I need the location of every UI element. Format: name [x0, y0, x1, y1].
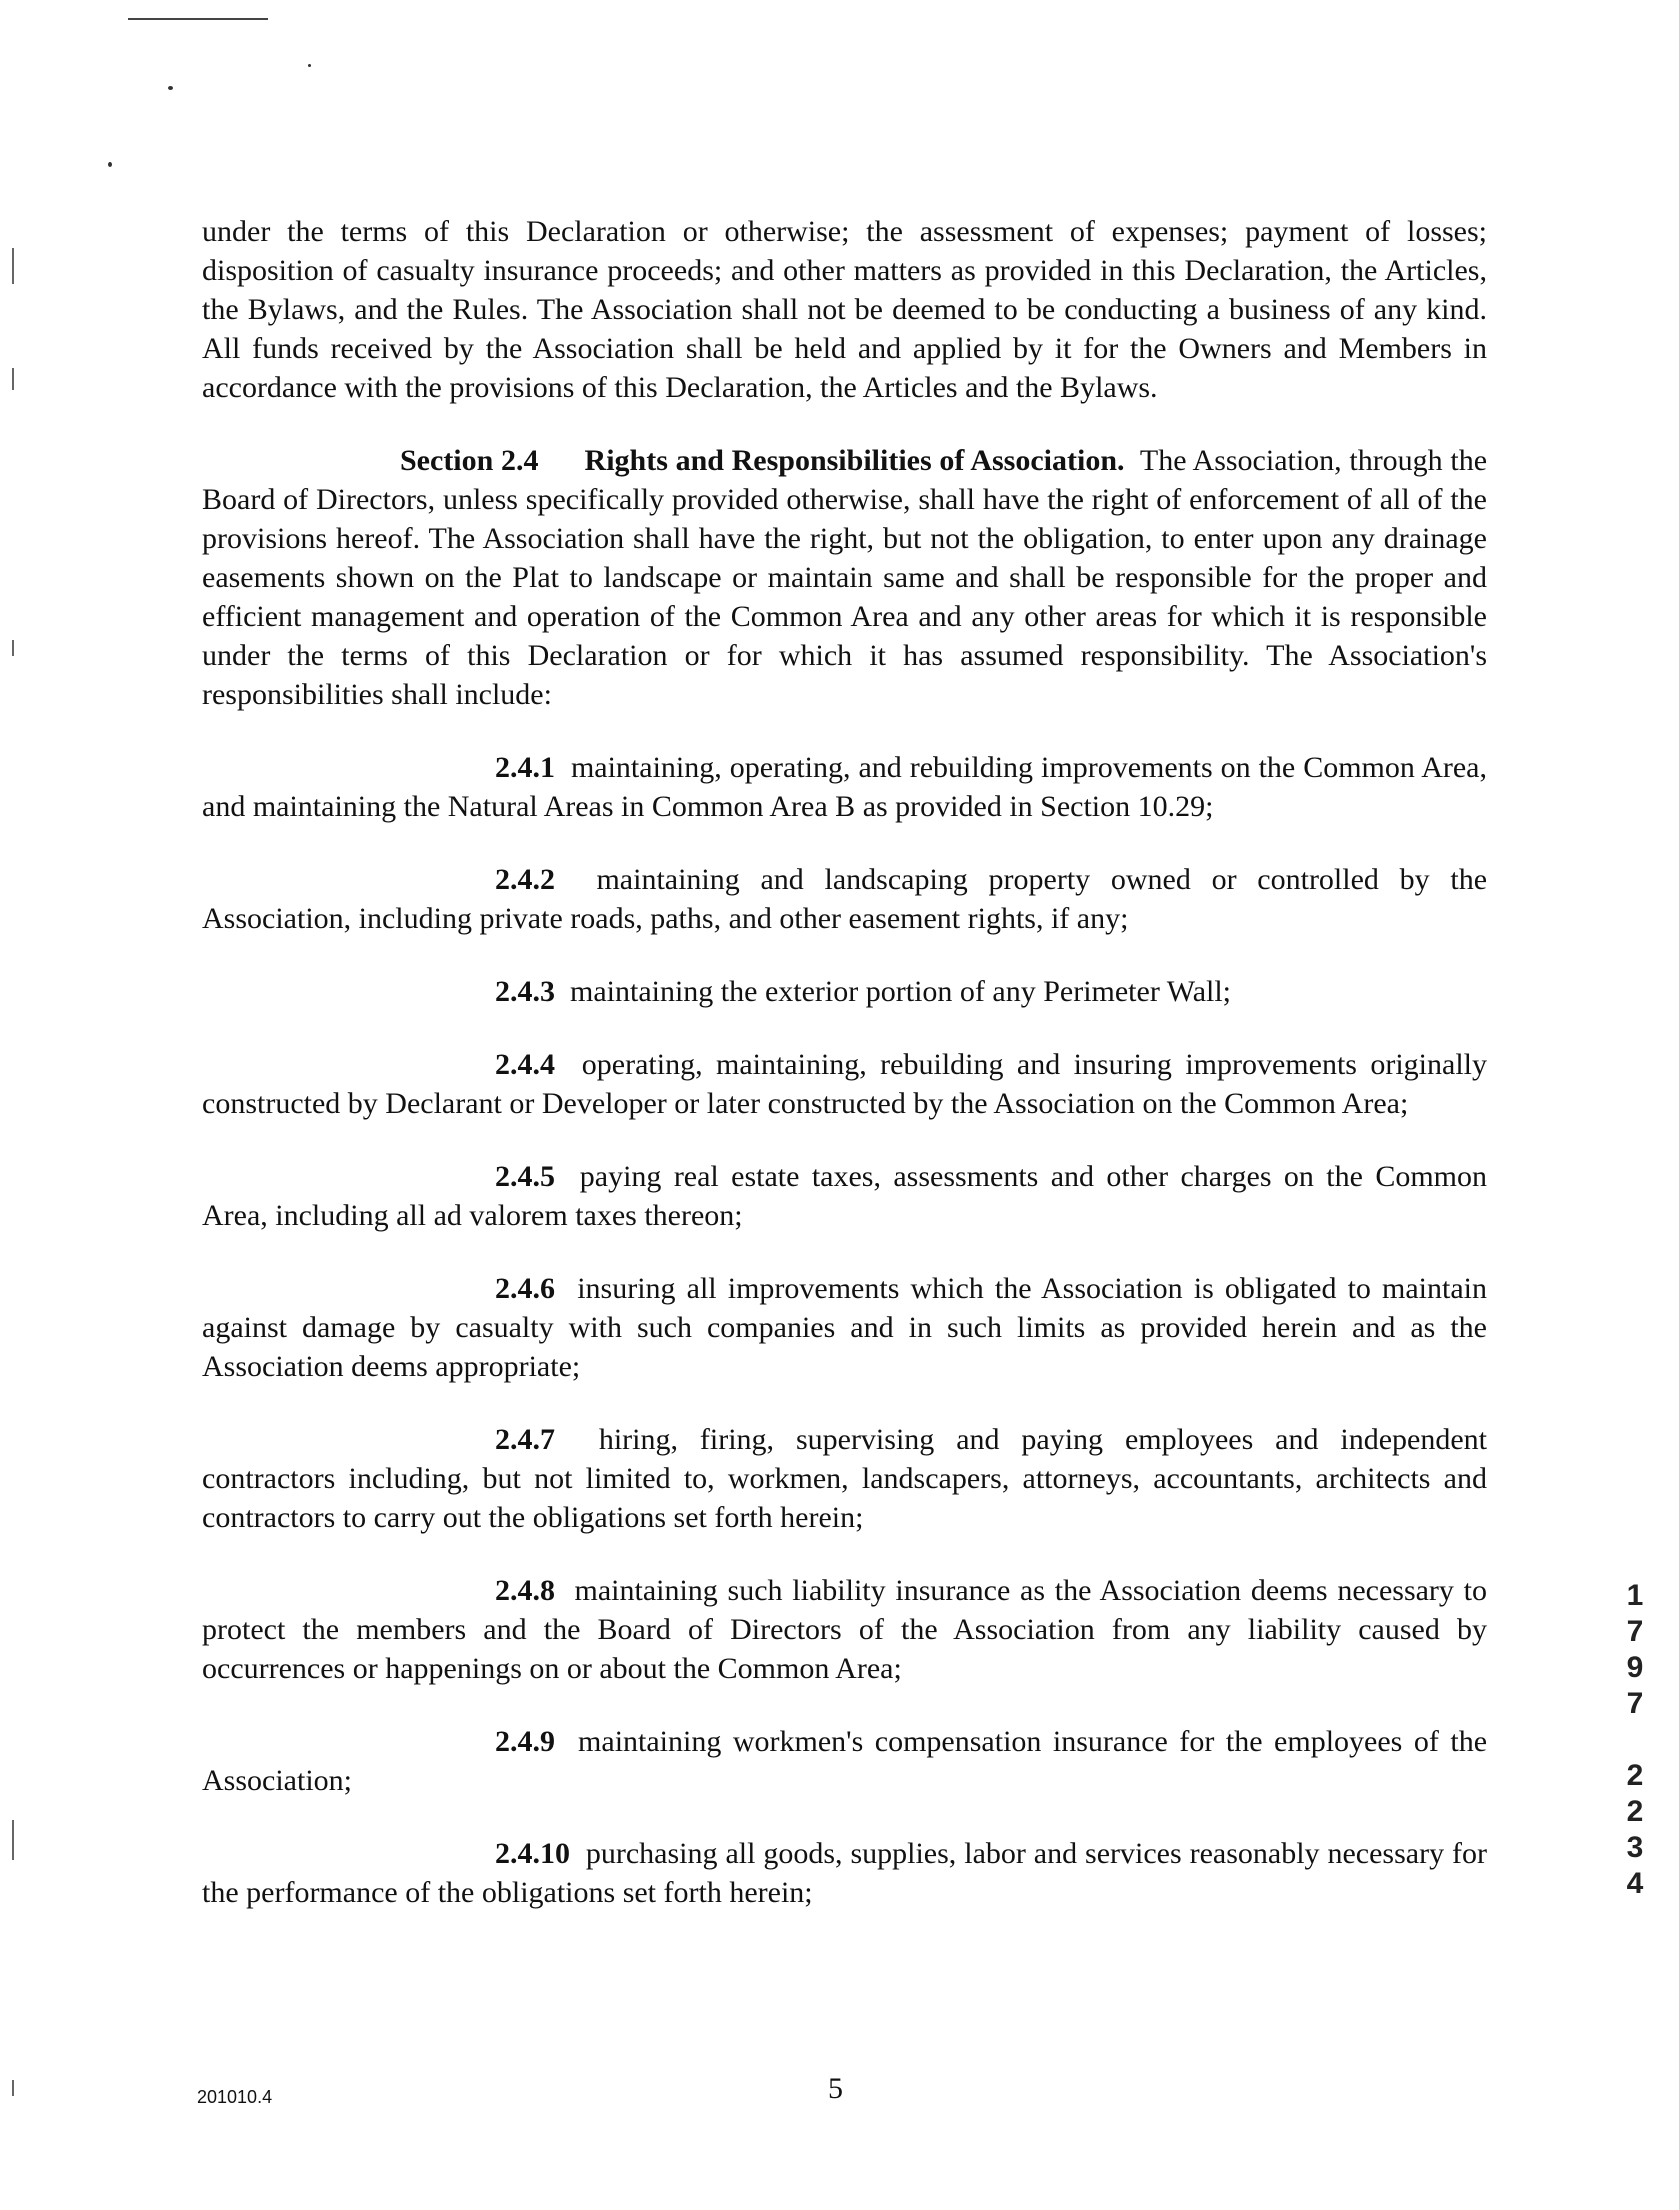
item-number: 2.4.4	[495, 1048, 555, 1081]
margin-mark	[12, 2080, 14, 2096]
scan-speck	[108, 162, 112, 167]
list-item	[202, 748, 1487, 826]
stamp-digit: 9	[1626, 1651, 1644, 1684]
stamp-digit: 1	[1626, 1579, 1644, 1612]
item-number: 2.4.7	[495, 1423, 555, 1456]
section-title: Rights and Responsibilities of Association.	[584, 444, 1125, 477]
scan-speck	[168, 86, 173, 90]
item-number: 2.4.3	[495, 975, 555, 1008]
intro-paragraph: under the terms of this Declaration or otherwise; the assessment of expenses; payment of losses; disposition of casualty insurance proceeds; and other matters as provided in this Declaration, the Articles, the Bylaws, and the Rules. The Association shall not be deemed to be conducting a business of any kind. All funds received by the Association shall be held and applied by it for the Owners and Members in accordance with the provisions of this Declaration, the Articles and the Bylaws.	[202, 215, 1487, 404]
stamp-digit: 2	[1626, 1795, 1644, 1828]
scan-speck	[308, 64, 311, 67]
section-number: Section 2.4	[400, 444, 539, 477]
item-number: 2.4.2	[495, 863, 555, 896]
item-number: 2.4.1	[495, 751, 555, 784]
list-item	[202, 1722, 1487, 1800]
list-item	[202, 1420, 1487, 1537]
item-text: maintaining such liability insurance as the Association deems necessary to protect the members and the Board of Directors of the Association from any liability caused by occurrences or happenings on or about the Common Area;	[202, 1574, 1488, 1685]
item-text: maintaining workmen's compensation insurance for the employees of the Association;	[202, 1725, 1488, 1797]
stamp-digit: 7	[1626, 1687, 1644, 1720]
list-item	[202, 1045, 1487, 1123]
list-item	[202, 1571, 1487, 1688]
section-2-4-paragraph	[202, 441, 1487, 714]
list-item	[202, 972, 1487, 1011]
item-text: maintaining and landscaping property owned or controlled by the Association, including private roads, paths, and other easement rights, if any;	[202, 863, 1488, 935]
item-number: 2.4.10	[495, 1837, 570, 1870]
stamp-digit: 3	[1626, 1831, 1644, 1864]
item-number: 2.4.6	[495, 1272, 555, 1305]
stamp-digit: 2	[1626, 1759, 1644, 1792]
recording-stamp-number	[1615, 1578, 1655, 1902]
margin-mark	[12, 640, 14, 656]
page-number: 5	[828, 2072, 843, 2105]
list-item	[202, 1834, 1487, 1912]
item-number: 2.4.8	[495, 1574, 555, 1607]
item-number: 2.4.9	[495, 1725, 555, 1758]
stamp-digit: 7	[1626, 1615, 1644, 1648]
item-text: insuring all improvements which the Association is obligated to maintain against damage by casualty with such companies and in such limits as provided herein and as the Association deems appropriate;	[202, 1272, 1488, 1383]
document-id: 201010.4	[197, 2087, 273, 2107]
document-body	[202, 212, 1487, 1912]
item-text: maintaining, operating, and rebuilding improvements on the Common Area, and maintaining the Natural Areas in Common Area B as provided in Section 10.29;	[202, 751, 1487, 823]
scan-artifact-top-line	[128, 18, 268, 20]
item-text: purchasing all goods, supplies, labor and services reasonably necessary for the performance of the obligations set forth herein;	[202, 1837, 1488, 1909]
margin-mark	[12, 248, 14, 284]
section-body: The Association, through the Board of Directors, unless specifically provided otherwise, shall have the right of enforcement of all of the provisions hereof. The Association shall have the right, but not the obligation, to enter upon any drainage easements shown on the Plat to landscape or maintain same and shall be responsible for the proper and efficient management and operation of the Common Area and any other areas for which it is responsible under the terms of this Declaration or for which it has assumed responsibility. The Association's responsibilities shall include:	[202, 444, 1488, 711]
item-text: paying real estate taxes, assessments and other charges on the Common Area, including all ad valorem taxes thereon;	[202, 1160, 1488, 1232]
list-item	[202, 1269, 1487, 1386]
list-item	[202, 860, 1487, 938]
list-item	[202, 1157, 1487, 1235]
margin-mark	[12, 368, 14, 390]
stamp-digit: 4	[1626, 1867, 1644, 1900]
item-text: maintaining the exterior portion of any Perimeter Wall;	[570, 975, 1232, 1008]
item-number: 2.4.5	[495, 1160, 555, 1193]
item-text: hiring, firing, supervising and paying employees and independent contractors including, but not limited to, workmen, landscapers, attorneys, accountants, architects and contractors to carry out the obligations set forth herein;	[202, 1423, 1488, 1534]
item-text: operating, maintaining, rebuilding and insuring improvements originally constructed by Declarant or Developer or later constructed by the Association on the Common Area;	[202, 1048, 1488, 1120]
margin-mark	[12, 1820, 14, 1860]
